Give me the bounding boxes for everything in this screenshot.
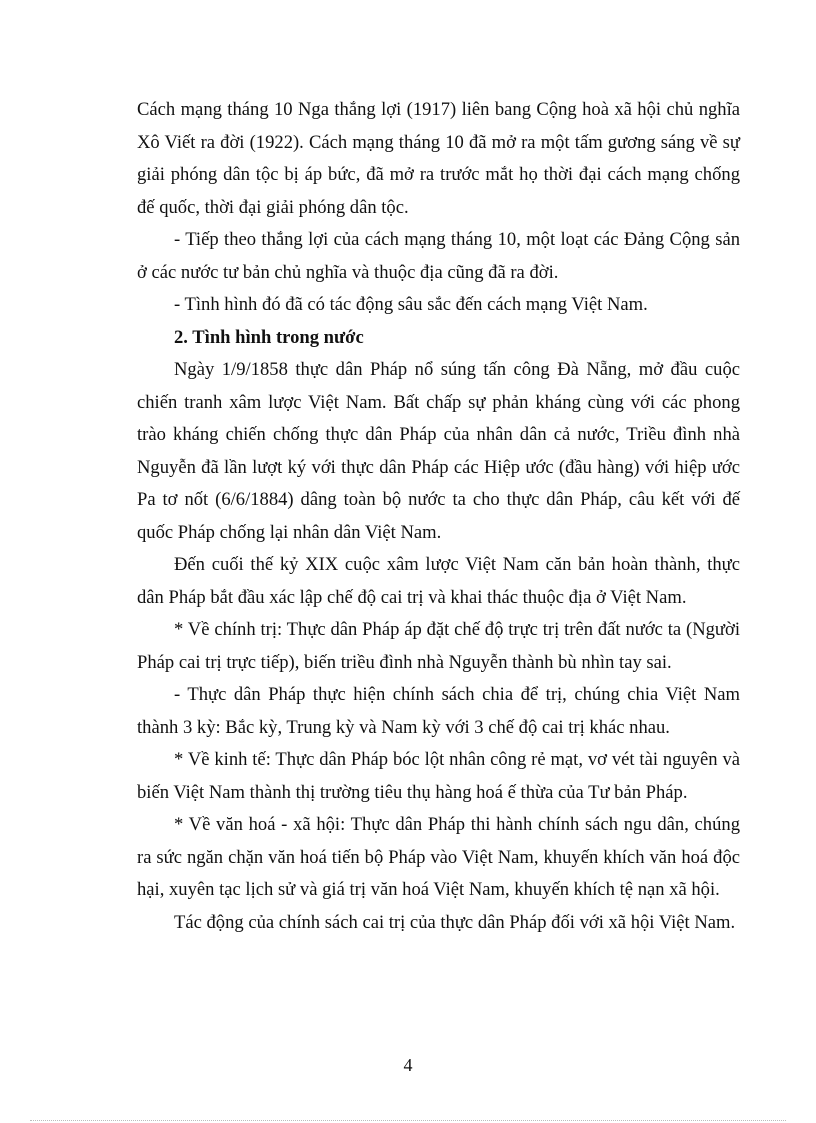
paragraph-october-revolution: Cách mạng tháng 10 Nga thắng lợi (1917) liên bang Cộng hoà xã hội chủ nghĩa Xô Viết ra đời (1922). Cách mạng tháng 10 đã mở ra một tấm gương sáng về sự giải phóng dân tộc bị áp bức, đã mở ra trước mắt họ thời đại cách mạng chống đế quốc, thời đại giải phóng dân tộc. — [137, 99, 740, 218]
paragraph-economy: * Về kinh tế: Thực dân Pháp bóc lột nhân công rẻ mạt, vơ vét tài nguyên và biến Việt Nam thành thị trường tiêu thụ hàng hoá ế thừa của Tư bản Pháp. — [137, 749, 740, 803]
paragraph-culture-society: * Về văn hoá - xã hội: Thực dân Pháp thi hành chính sách ngu dân, chúng ra sức ngăn chặn văn hoá tiến bộ Pháp vào Việt Nam, khuyến khích văn hoá độc hại, xuyên tạc lịch sử và giá trị văn hoá Việt Nam, khuyến khích tệ nạn xã hội. — [137, 814, 740, 900]
page-bottom-divider — [30, 1120, 786, 1121]
paragraph-divide-and-rule: - Thực dân Pháp thực hiện chính sách chia để trị, chúng chia Việt Nam thành 3 kỳ: Bắc kỳ, Trung kỳ và Nam kỳ với 3 chế độ cai trị khác nhau. — [137, 684, 740, 738]
page-number: 4 — [403, 1055, 413, 1075]
paragraph-policy-effects: Tác động của chính sách cai trị của thực dân Pháp đối với xã hội Việt Nam. — [174, 911, 736, 933]
paragraph-communist-parties: - Tiếp theo thắng lợi của cách mạng tháng 10, một loạt các Đảng Cộng sản ở các nước tư bản chủ nghĩa và thuộc địa cũng đã ra đời. — [137, 229, 740, 283]
section-heading-domestic-situation: 2. Tình hình trong nước — [174, 326, 364, 348]
paragraph-french-invasion: Ngày 1/9/1858 thực dân Pháp nổ súng tấn công Đà Nẵng, mở đầu cuộc chiến tranh xâm lược Việt Nam. Bất chấp sự phản kháng cùng với các phong trào kháng chiến chống thực dân Pháp của nhân dân cả nước, Triều đình nhà Nguyễn đã lần lượt ký với thực dân Pháp các Hiệp ước (đầu hàng) với hiệp ước Pa tơ nốt (6/6/1884) dâng toàn bộ nước ta cho thực dân Pháp, câu kết với đế quốc Pháp chống lại nhân dân Việt Nam. — [137, 359, 740, 543]
paragraph-impact: - Tình hình đó đã có tác động sâu sắc đến cách mạng Việt Nam. — [174, 294, 648, 315]
document-body — [137, 94, 740, 939]
paragraph-colonial-rule: Đến cuối thế kỷ XIX cuộc xâm lược Việt Nam căn bản hoàn thành, thực dân Pháp bắt đầu xác lập chế độ cai trị và khai thác thuộc địa ở Việt Nam. — [137, 554, 740, 608]
paragraph-politics: * Về chính trị: Thực dân Pháp áp đặt chế độ trực trị trên đất nước ta (Người Pháp cai trị trực tiếp), biến triều đình nhà Nguyễn thành bù nhìn tay sai. — [137, 619, 740, 673]
